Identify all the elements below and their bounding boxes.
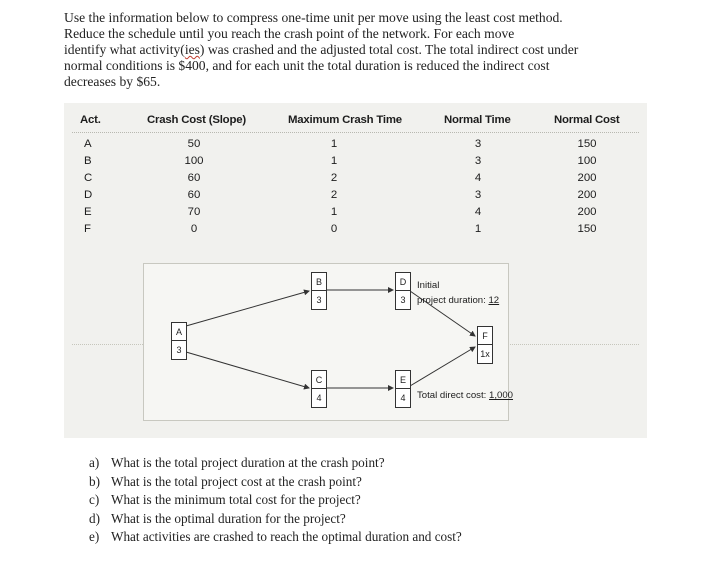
question-a-label: a) bbox=[89, 455, 100, 470]
arrow-a-b bbox=[186, 291, 309, 326]
node-f-label: F bbox=[478, 327, 492, 345]
question-e bbox=[89, 528, 462, 547]
row-a-normal-time: 3 bbox=[474, 138, 482, 150]
question-d-label: d) bbox=[89, 510, 100, 526]
node-d-duration: 3 bbox=[400, 295, 406, 305]
row-d-crash-cost: 60 bbox=[187, 189, 201, 201]
node-d-label: D bbox=[396, 273, 410, 291]
row-b-normal-time: 3 bbox=[474, 155, 482, 167]
row-b-normal-cost: 100 bbox=[577, 155, 597, 167]
project-duration-note bbox=[417, 295, 499, 306]
row-b-max-crash: 1 bbox=[330, 155, 338, 167]
row-f-crash-cost: 0 bbox=[190, 223, 198, 235]
arrow-a-c bbox=[186, 352, 309, 388]
question-c-text: What is the minimum total cost for the project? bbox=[111, 492, 361, 508]
direct-cost-note bbox=[417, 390, 513, 401]
header-act: Act. bbox=[80, 114, 101, 126]
header-normal-time: Normal Time bbox=[444, 114, 511, 126]
row-e-normal-time: 4 bbox=[474, 206, 482, 218]
row-e-crash-cost: 70 bbox=[187, 206, 201, 218]
row-e-normal-cost: 200 bbox=[577, 206, 597, 218]
node-c-label: C bbox=[312, 371, 326, 389]
row-f-act: F bbox=[84, 223, 91, 235]
row-c-max-crash: 2 bbox=[330, 172, 338, 184]
arrow-e-f bbox=[410, 347, 475, 386]
node-a-label: A bbox=[172, 323, 186, 341]
node-e-duration: 4 bbox=[400, 393, 406, 403]
node-b-duration: 3 bbox=[316, 295, 322, 305]
row-c-act: C bbox=[84, 172, 93, 184]
question-b bbox=[89, 473, 462, 492]
question-b-label: b) bbox=[89, 473, 100, 489]
row-c-normal-cost: 200 bbox=[577, 172, 597, 184]
intro-line-3a: identify what activity( bbox=[64, 42, 185, 57]
question-c bbox=[89, 491, 462, 510]
row-c-crash-cost: 60 bbox=[187, 172, 201, 184]
header-crash-cost: Crash Cost (Slope) bbox=[147, 114, 246, 126]
textbook-figure bbox=[64, 103, 647, 438]
question-list bbox=[89, 454, 462, 547]
row-f-max-crash: 0 bbox=[330, 223, 338, 235]
direct-cost-label: Total direct cost: bbox=[417, 390, 487, 401]
row-b-crash-cost: 100 bbox=[184, 155, 204, 167]
node-f bbox=[477, 326, 493, 364]
row-d-normal-time: 3 bbox=[474, 189, 482, 201]
question-d bbox=[89, 510, 462, 529]
header-max-crash-time: Maximum Crash Time bbox=[288, 114, 402, 126]
header-normal-cost: Normal Cost bbox=[554, 114, 620, 126]
row-e-act: E bbox=[84, 206, 92, 218]
node-f-duration: 1x bbox=[480, 349, 490, 359]
initial-label: Initial bbox=[417, 280, 440, 291]
intro-line-4: normal conditions is $400, and for each unit the total duration is reduced the indirect cost bbox=[64, 58, 550, 73]
question-c-label: c) bbox=[89, 492, 100, 508]
intro-line-3b: ) was crashed and the adjusted total cost. The total indirect cost under bbox=[199, 42, 579, 57]
row-c-normal-time: 4 bbox=[474, 172, 482, 184]
intro-line-2: Reduce the schedule until you reach the crash point of the network. For each move bbox=[64, 26, 515, 41]
spellcheck-word: ies bbox=[184, 42, 200, 57]
row-a-max-crash: 1 bbox=[330, 138, 338, 150]
question-e-label: e) bbox=[89, 529, 100, 545]
question-a-text: What is the total project duration at the crash point? bbox=[111, 455, 385, 470]
node-c bbox=[311, 370, 327, 408]
question-b-text: What is the total project cost at the crash point? bbox=[111, 473, 362, 489]
node-a-duration: 3 bbox=[176, 345, 182, 355]
node-c-duration: 4 bbox=[316, 393, 322, 403]
row-d-normal-cost: 200 bbox=[577, 189, 597, 201]
header-divider bbox=[72, 132, 639, 133]
question-a bbox=[89, 454, 462, 473]
row-a-act: A bbox=[84, 138, 92, 150]
row-b-act: B bbox=[84, 155, 92, 167]
intro-line-1: Use the information below to compress one-time unit per move using the least cost method. bbox=[64, 10, 563, 25]
direct-cost-value: 1,000 bbox=[489, 390, 514, 401]
project-duration-label: project duration: bbox=[417, 295, 486, 306]
row-a-crash-cost: 50 bbox=[187, 138, 201, 150]
question-e-text: What activities are crashed to reach the optimal duration and cost? bbox=[111, 529, 462, 545]
node-d bbox=[395, 272, 411, 310]
project-duration-value: 12 bbox=[488, 295, 500, 306]
node-a bbox=[171, 322, 187, 360]
intro-line-3 bbox=[64, 42, 664, 58]
row-e-max-crash: 1 bbox=[330, 206, 338, 218]
row-f-normal-cost: 150 bbox=[577, 223, 597, 235]
node-e-label: E bbox=[396, 371, 410, 389]
row-a-normal-cost: 150 bbox=[577, 138, 597, 150]
node-e bbox=[395, 370, 411, 408]
row-f-normal-time: 1 bbox=[474, 223, 482, 235]
question-d-text: What is the optimal duration for the project? bbox=[111, 510, 346, 526]
row-d-act: D bbox=[84, 189, 93, 201]
intro-line-5: decreases by $65. bbox=[64, 74, 161, 89]
problem-statement bbox=[64, 10, 664, 90]
row-d-max-crash: 2 bbox=[330, 189, 338, 201]
node-b bbox=[311, 272, 327, 310]
node-b-label: B bbox=[312, 273, 326, 291]
